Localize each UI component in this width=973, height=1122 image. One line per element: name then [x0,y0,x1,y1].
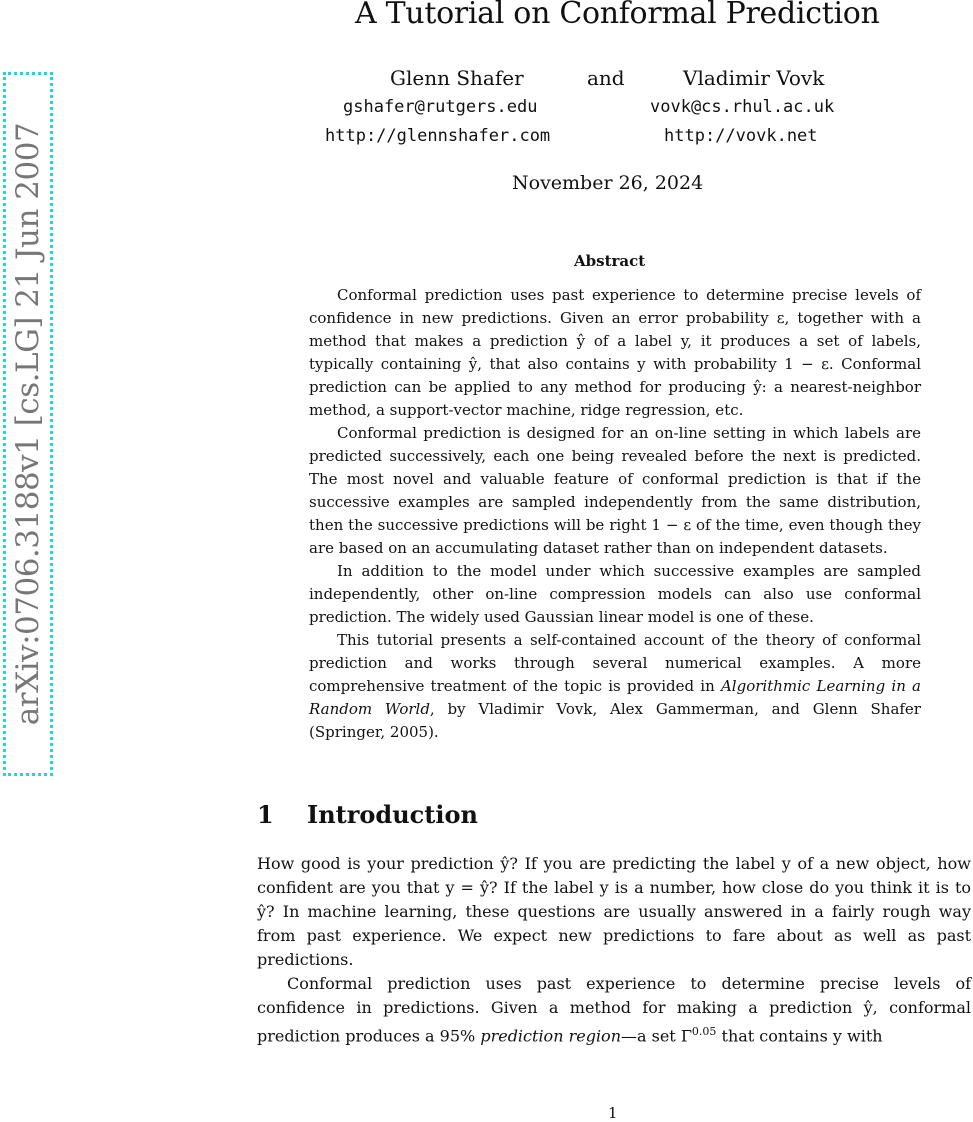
intro-paragraph: How good is your prediction ŷ? If you are predicting the label y of a new object, how confident are you that y = ŷ? If the label y is a number, how close do you think it is to ŷ? In machine learning, these questions are usually answered in a fairly rough way from past experience. We expect new predictions to fare about as well as past predictions. [257,854,971,969]
author-glenn-shafer: Glenn Shafer [390,66,524,90]
emphasized-term: prediction region [480,1026,621,1046]
abstract-body [309,284,921,744]
arxiv-identifier: arXiv:0706.3188v1 [cs.LG] 21 Jun 2007 [10,122,46,726]
and-separator: and [587,66,625,90]
abstract-paragraph: Conformal prediction is designed for an on-line setting in which labels are predicted successively, each one being revealed before the next is predicted. The most novel and valuable feature of conformal prediction is that if the successive examples are sampled independently from the same distribution, then the successive predictions will be right 1 − ε of the time, even though they are based on an accumulating dataset rather than on independent datasets. [309,424,921,557]
abstract-paragraph: Conformal prediction uses past experience to determine precise levels of confidence in new predictions. Given an error probability ε, together with a method that makes a prediction ŷ of a label y, it produces a set of labels, typically containing ŷ, that also contains y with probability 1 − ε. Conformal prediction can be applied to any method for producing ŷ: a nearest-neighbor method, a support-vector machine, ridge regression, etc. [309,286,921,419]
abstract-text: , by Vladimir Vovk, Alex Gammerman, and Glenn Shafer (Springer, 2005). [309,700,921,741]
email-vovk[interactable]: vovk@cs.rhul.ac.uk [650,97,835,117]
superscript: 0.05 [691,1025,717,1038]
page-number: 1 [608,1104,618,1122]
introduction-body [257,852,971,1048]
section-heading [257,800,478,829]
abstract-heading: Abstract [574,252,646,270]
abstract-paragraph [309,629,921,744]
url-vovk[interactable]: http://vovk.net [664,126,818,146]
abstract-text: This tutorial presents a self-contained account of the theory of conformal prediction and works through several numerical examples. A more comprehensive treatment of the topic is provided in [309,631,921,695]
author-vladimir-vovk: Vladimir Vovk [683,66,825,90]
arxiv-sidebar-stamp [3,72,53,776]
paper-date: November 26, 2024 [512,172,704,194]
section-title: Introduction [307,800,478,829]
paper-title: A Tutorial on Conformal Prediction [355,0,880,31]
intro-text: —a set Γ [621,1026,692,1046]
abstract-paragraph: In addition to the model under which successive examples are sampled independently, other on-line compression models can also use conformal prediction. The widely used Gaussian linear model is one of these. [309,562,921,626]
intro-paragraph [257,972,971,1048]
intro-text: Conformal prediction uses past experience to determine precise levels of confidence in predictions. Given a method for making a prediction ŷ, conformal prediction produces a 95% [257,974,971,1046]
section-number: 1 [257,800,274,829]
url-shafer[interactable]: http://glennshafer.com [325,126,551,146]
intro-text: that contains y with [716,1026,883,1046]
email-shafer[interactable]: gshafer@rutgers.edu [343,97,538,117]
book-title: Algorithmic Learning in a Random World [309,677,922,718]
